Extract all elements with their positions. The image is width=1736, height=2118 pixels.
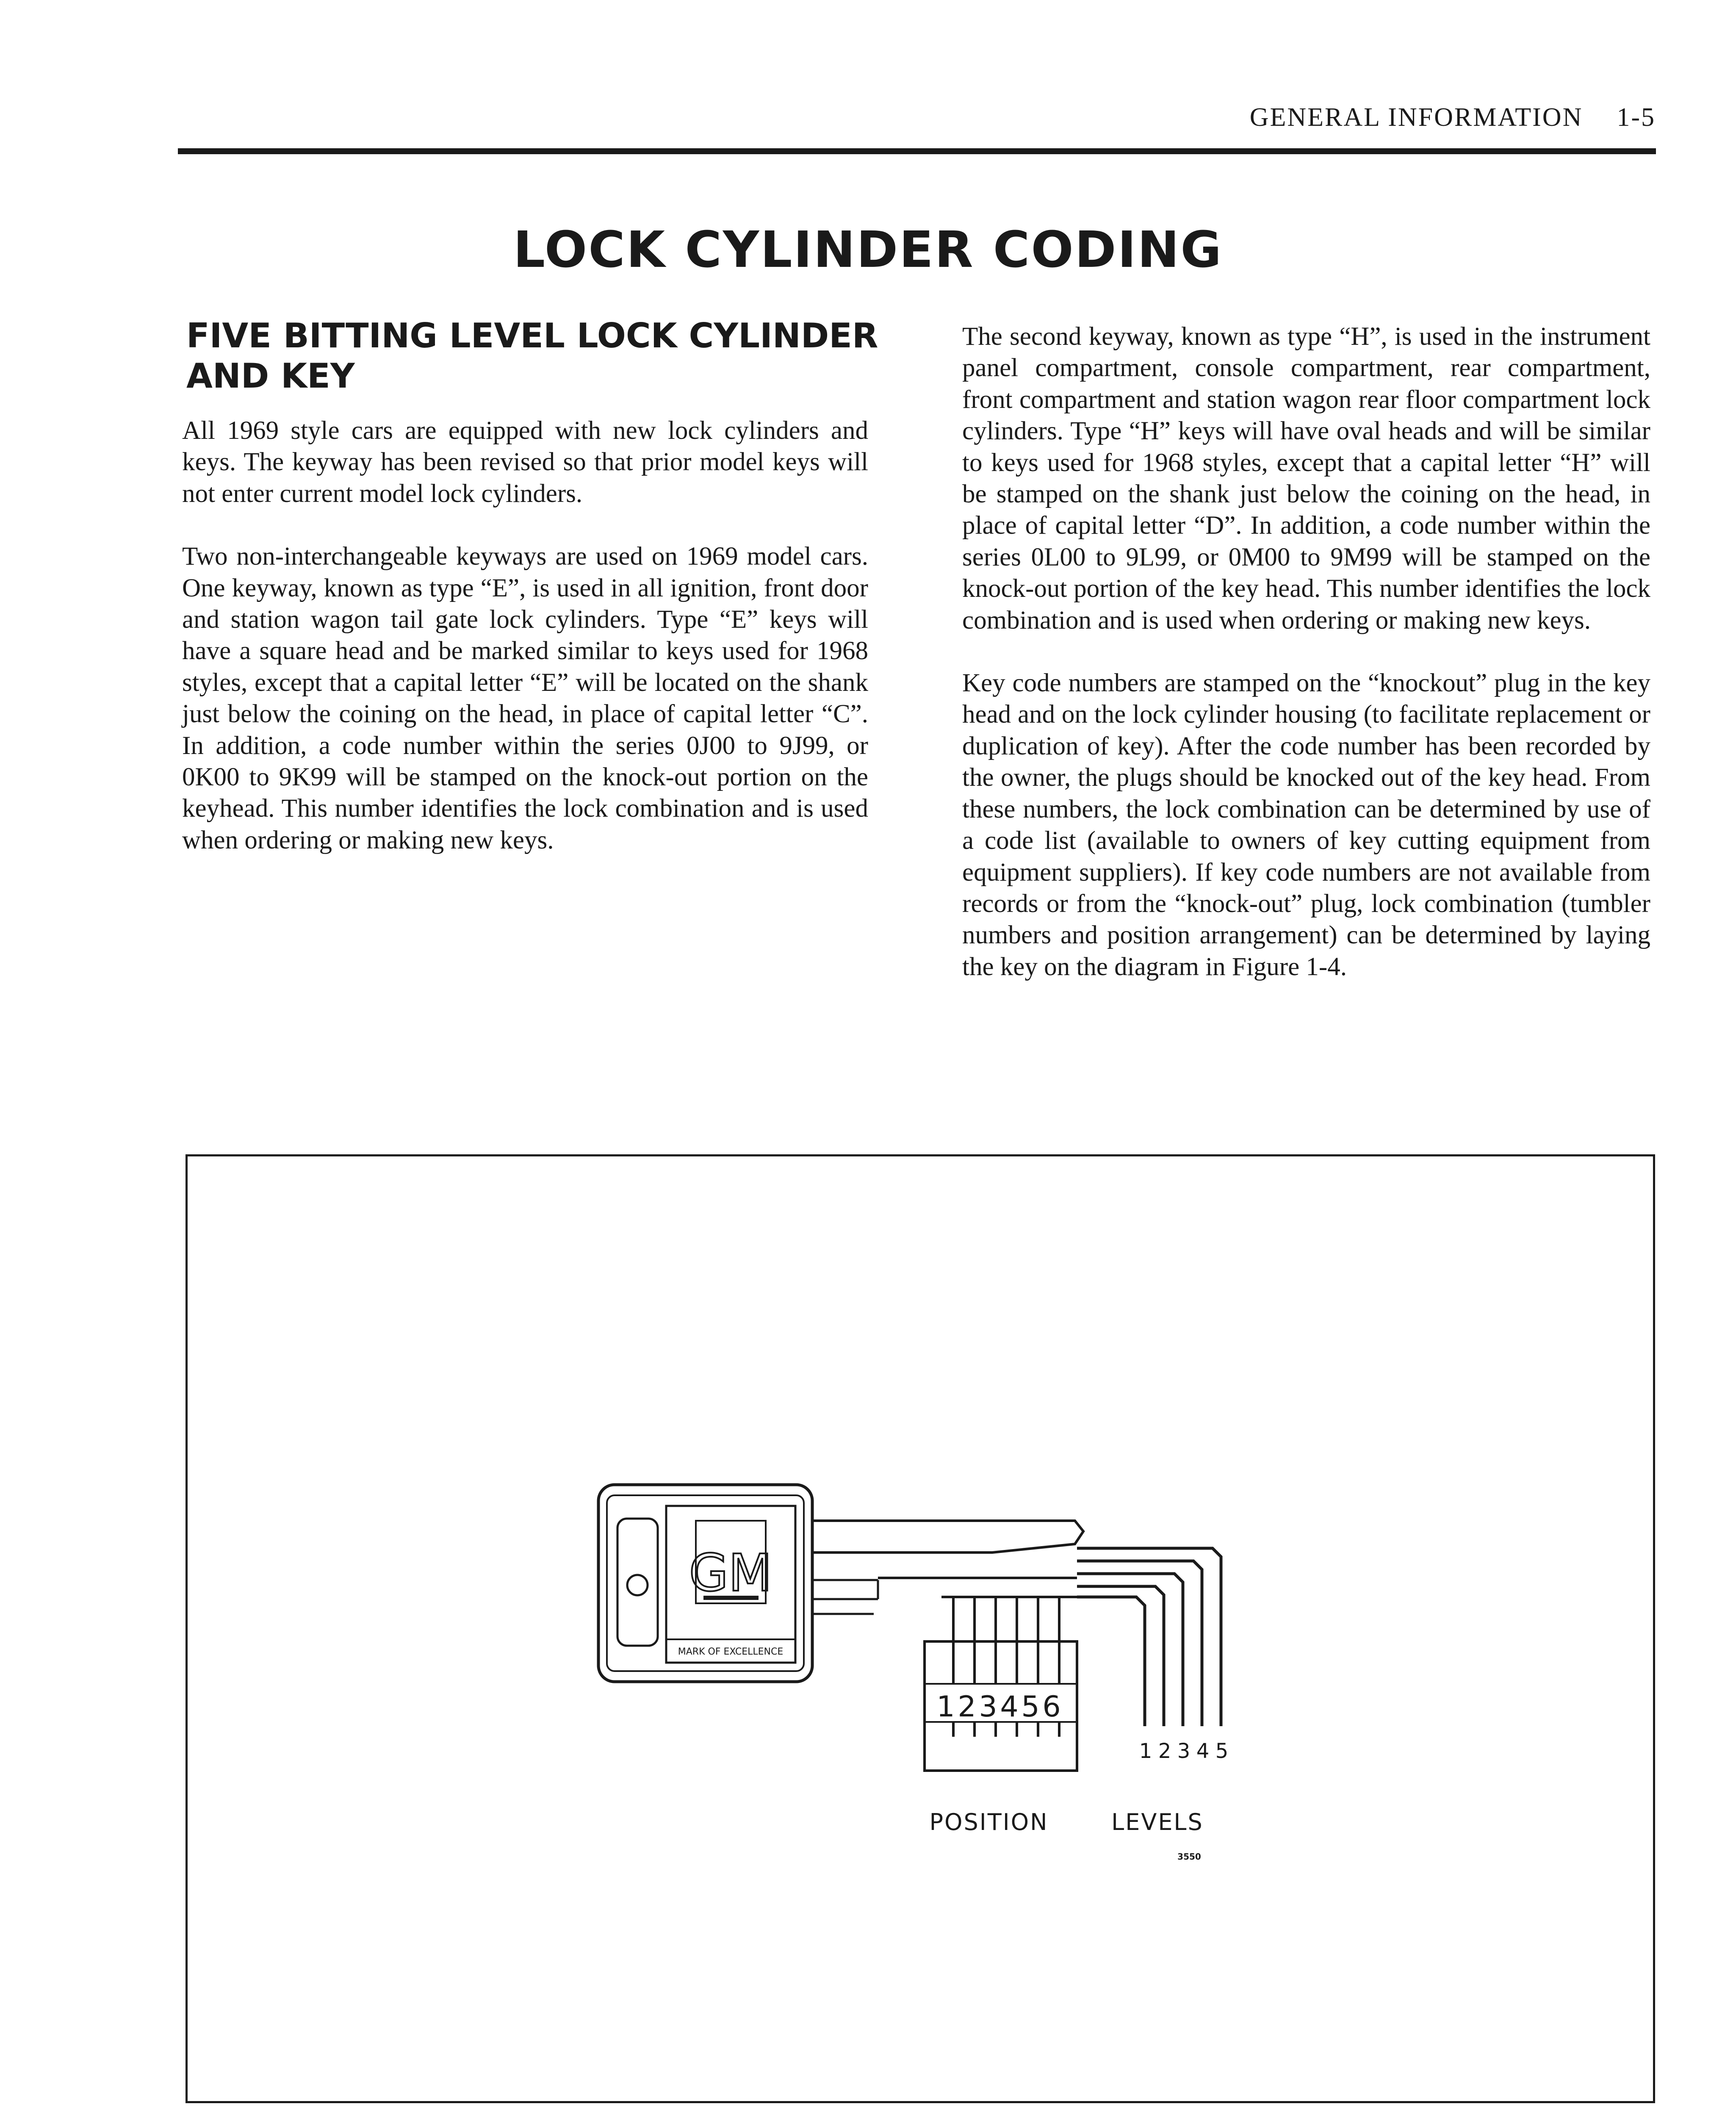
- key-code-diagram: [188, 1156, 1653, 2101]
- page-number: 1-5: [1617, 103, 1656, 132]
- paragraph-4: Key code numbers are stamped on the “knockout” plug in the key head and on the lock cylinder housing (to facilitate replacement or duplication of key). After the code number has been recorded by the owner, the plugs should be knocked out of the key head. From these numbers, the lock combination can be determined by use of a code list (available to owners of key cutting equipment from equipment suppliers). If key code numbers are not available from records or from the “knock-out” plug, lock combination (tumbler numbers and position arrangement) can be determined by laying the key on the diagram in Figure 1-4.: [962, 669, 1650, 981]
- running-head: [1250, 103, 1656, 133]
- level-digit-5: 5: [1215, 1739, 1229, 1763]
- gm-logo-subtext: MARK OF EXCELLENCE: [678, 1647, 784, 1657]
- level-digit-1: 1: [1139, 1739, 1152, 1763]
- position-label: POSITION: [929, 1809, 1049, 1835]
- position-digit-1: 1: [936, 1690, 955, 1724]
- knockout-plug: [617, 1519, 658, 1646]
- level-digit-2: 2: [1158, 1739, 1171, 1763]
- gm-logo: GM: [689, 1544, 772, 1603]
- position-digit-2: 2: [958, 1690, 976, 1724]
- key-shank: [812, 1521, 1083, 1552]
- section-heading-line-1: FIVE BITTING LEVEL LOCK CYLINDER: [186, 316, 878, 355]
- header-rule: [178, 148, 1656, 154]
- paragraph-3: The second keyway, known as type “H”, is used in the instrument panel compartment, console compartment, rear compartment, front compartment and station wagon rear floor compartment lock cylinders. Type “H” keys will have oval heads and will be similar to keys used for 1968 styles, except that a capital letter “H” will be stamped on the shank just below the coining on the head, in place of capital letter “D”. In addition, a code number within the series 0L00 to 9L99, or 0M00 to 9M99 will be stamped on the knock-out portion of the key head. This number identifies the lock combination and is used when ordering or making new keys.: [962, 322, 1650, 635]
- key-hole-icon: [627, 1575, 648, 1595]
- position-digit-6: 6: [1042, 1690, 1061, 1724]
- section-heading: [186, 316, 906, 396]
- page-title: LOCK CYLINDER CODING: [513, 220, 1223, 279]
- figure-frame: [186, 1154, 1655, 2103]
- levels-label: LEVELS: [1111, 1809, 1204, 1835]
- section-name: GENERAL INFORMATION: [1249, 103, 1583, 132]
- left-column: [182, 415, 868, 887]
- level-lines: [1077, 1548, 1221, 1726]
- section-heading-line-2: AND KEY: [186, 356, 355, 396]
- position-digit-4: 4: [1000, 1690, 1019, 1724]
- position-digit-5: 5: [1021, 1690, 1040, 1724]
- right-column: [962, 321, 1650, 1014]
- position-digit-3: 3: [979, 1690, 997, 1724]
- paragraph-2: Two non-interchangeable keyways are used on 1969 model cars. One keyway, known as type “E”, is used in all ignition, front door and station wagon tail gate lock cylinders. Type “E” keys will have a square head and be marked similar to keys used for 1968 styles, except that a capital letter “E” will be located on the shank just below the coining on the head, in place of capital letter “C”. In addition, a code number within the series 0J00 to 9J99, or 0K00 to 9K99 will be stamped on the knock-out portion on the keyhead. This number identifies the lock combination and is used when ordering or making new keys.: [182, 542, 868, 854]
- paragraph-1: All 1969 style cars are equipped with new lock cylinders and keys. The keyway has been revised so that prior model keys will not enter current model lock cylinders.: [182, 416, 868, 508]
- level-digit-3: 3: [1177, 1739, 1191, 1763]
- level-digit-4: 4: [1196, 1739, 1210, 1763]
- art-number: 3550: [1177, 1852, 1201, 1862]
